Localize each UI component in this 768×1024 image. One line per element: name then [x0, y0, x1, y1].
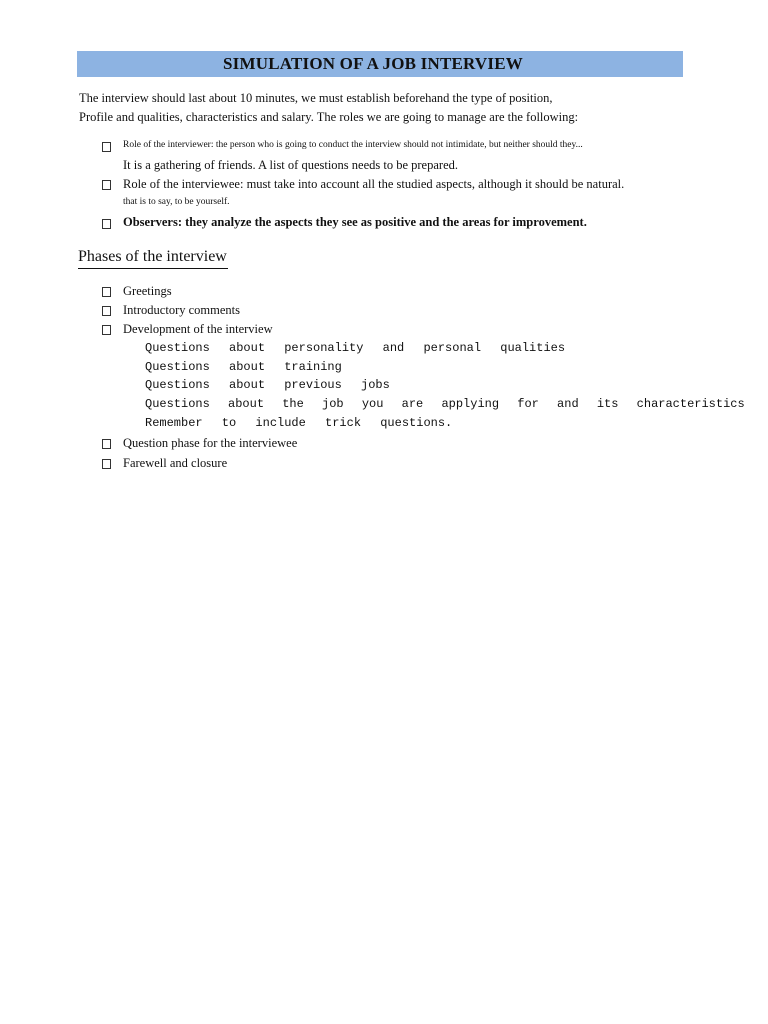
phase-greetings: Greetings: [123, 284, 172, 298]
sub-item-trick-questions: Remember to include trick questions.: [145, 416, 453, 430]
intro-line-1: The interview should last about 10 minutes, we must establish beforehand the type of position,: [79, 91, 553, 105]
phases-heading: Phases of the interview: [78, 248, 227, 265]
checkbox-bullet-icon: [102, 287, 111, 297]
checkbox-bullet-icon: [102, 142, 111, 152]
phase-introductory: Introductory comments: [123, 303, 240, 317]
checkbox-bullet-icon: [102, 439, 111, 449]
checkbox-bullet-icon: [102, 219, 111, 229]
title-banner: [77, 51, 683, 77]
sub-item-job-characteristics: Questions about the job you are applying for and its characteristics: [145, 397, 745, 411]
sub-item-previous-jobs: Questions about previous jobs: [145, 378, 390, 392]
phases-heading-underline: [78, 268, 228, 269]
role-interviewer-line-2: It is a gathering of friends. A list of questions needs to be prepared.: [123, 158, 458, 172]
checkbox-bullet-icon: [102, 180, 111, 190]
role-observers: Observers: they analyze the aspects they see as positive and the areas for improvement.: [123, 215, 587, 229]
phase-development: Development of the interview: [123, 322, 273, 336]
checkbox-bullet-icon: [102, 325, 111, 335]
document-title: SIMULATION OF A JOB INTERVIEW: [223, 54, 523, 73]
checkbox-bullet-icon: [102, 459, 111, 469]
role-interviewer-line-1: Role of the interviewer: the person who is going to conduct the interview should not intimidate, but neither should they...: [123, 140, 583, 150]
phase-farewell: Farewell and closure: [123, 456, 228, 470]
role-interviewee-line-1: Role of the interviewee: must take into account all the studied aspects, although it should be natural.: [123, 177, 625, 191]
sub-item-training: Questions about training: [145, 360, 342, 374]
intro-paragraph: [79, 89, 739, 127]
intro-line-2: Profile and qualities, characteristics and salary. The roles we are going to manage are the following:: [79, 110, 579, 124]
phase-question-phase: Question phase for the interviewee: [123, 436, 298, 450]
sub-item-personality: Questions about personality and personal qualities: [145, 341, 566, 355]
checkbox-bullet-icon: [102, 306, 111, 316]
role-interviewee-line-2: that is to say, to be yourself.: [123, 197, 230, 207]
